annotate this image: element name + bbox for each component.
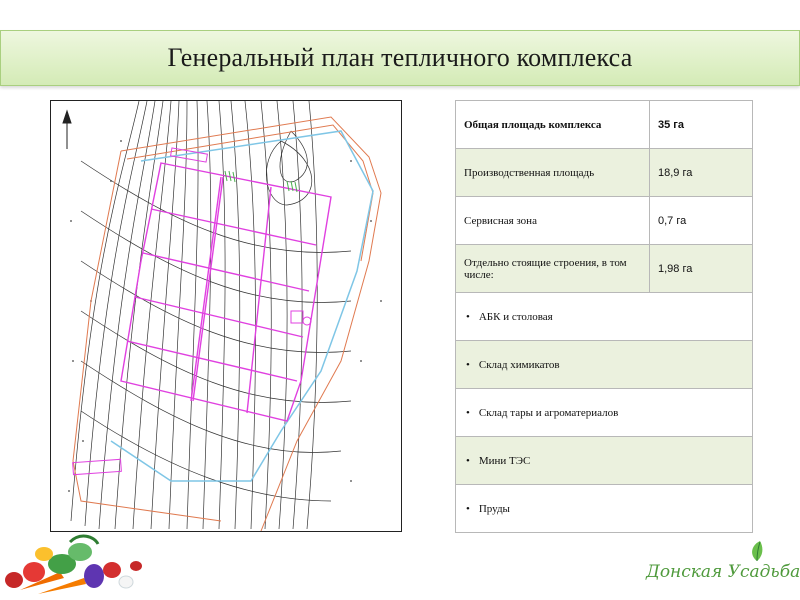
table-row xyxy=(456,485,753,533)
area-table xyxy=(455,100,753,533)
leaf-icon xyxy=(748,540,766,562)
list-item xyxy=(456,341,753,389)
vegetables-image xyxy=(0,528,150,600)
table-cell-label: Отдельно стоящие строения, в том числе: xyxy=(456,245,650,293)
list-item xyxy=(456,293,753,341)
list-item-text: • АБК и столовая xyxy=(466,311,553,323)
north-arrow-icon xyxy=(63,111,71,149)
table-cell-value: 35 га xyxy=(650,101,753,149)
logo-text: Донская Усадьба xyxy=(646,562,800,582)
table-row xyxy=(456,245,753,293)
table-cell-label: Сервисная зона xyxy=(456,197,650,245)
site-plan-svg xyxy=(51,101,401,531)
table-cell-value: 18,9 га xyxy=(650,149,753,197)
list-item-text: • Склад тары и агроматериалов xyxy=(466,407,618,419)
list-item xyxy=(456,389,753,437)
list-item-text: • Пруды xyxy=(466,503,510,515)
table-row xyxy=(456,389,753,437)
brand-logo xyxy=(646,548,800,592)
list-item-text: • Мини ТЭС xyxy=(466,455,530,467)
table-row xyxy=(456,341,753,389)
list-item xyxy=(456,437,753,485)
green-strip xyxy=(225,171,297,192)
table-row xyxy=(456,101,753,149)
table-cell-value: 0,7 га xyxy=(650,197,753,245)
page-title: Генеральный план тепличного комплекса xyxy=(167,43,633,72)
title-bar xyxy=(0,30,800,86)
greenhouse-grid xyxy=(121,163,331,421)
table-row xyxy=(456,197,753,245)
table-row xyxy=(456,293,753,341)
list-item-text: • Склад химикатов xyxy=(466,359,560,371)
table-row xyxy=(456,437,753,485)
service-buildings xyxy=(73,148,311,475)
site-plan-drawing xyxy=(50,100,402,532)
list-item xyxy=(456,485,753,533)
table-cell-value: 1,98 га xyxy=(650,245,753,293)
table-cell-label: Общая площадь комплекса xyxy=(456,101,650,149)
table-cell-label: Производственная площадь xyxy=(456,149,650,197)
table-row xyxy=(456,149,753,197)
